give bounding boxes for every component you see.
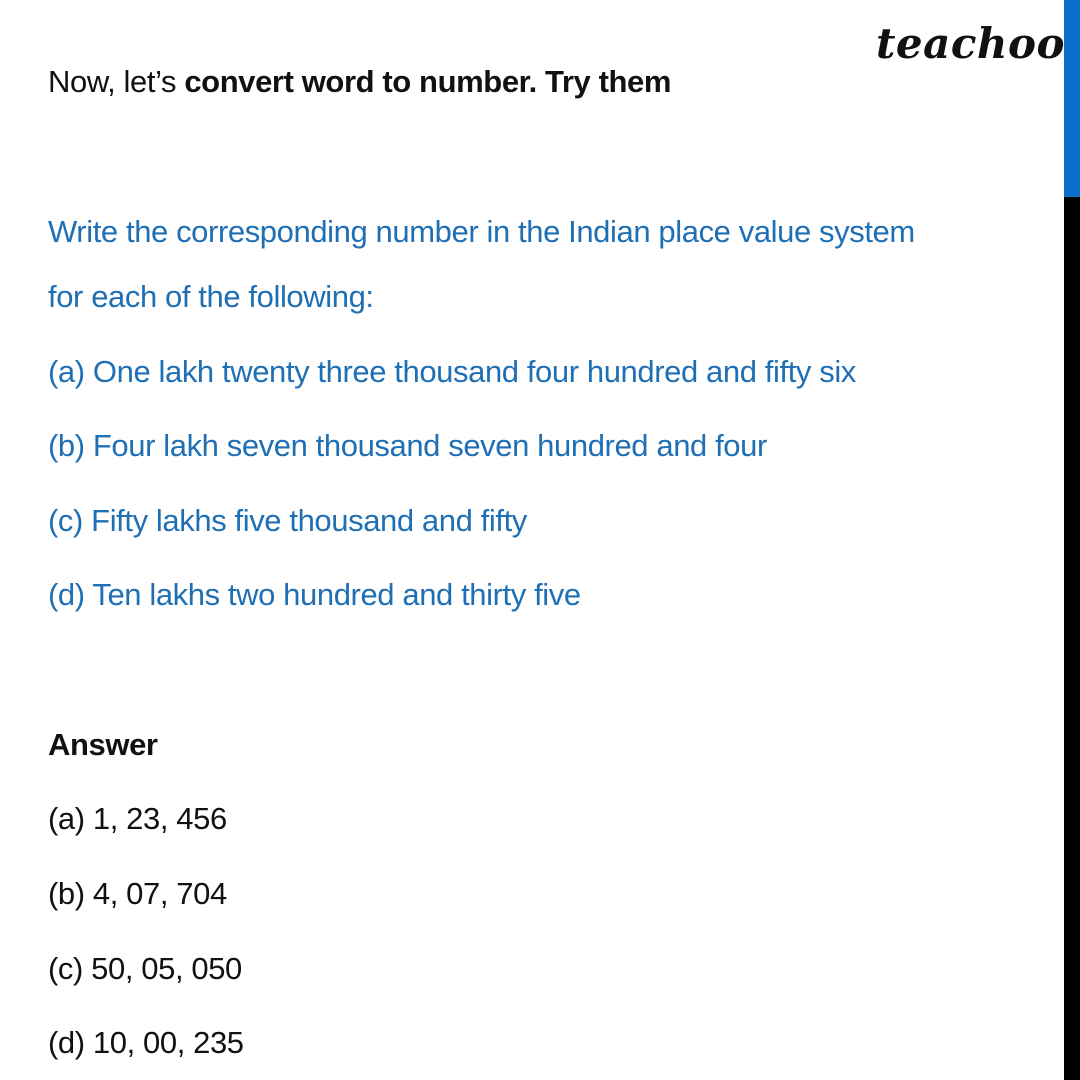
question-item-c: (c) Fifty lakhs five thousand and fifty: [48, 503, 527, 538]
answer-item-c: (c) 50, 05, 050: [48, 951, 242, 986]
teachoo-logo: teachoo: [876, 19, 1065, 68]
question-line-1: Write the corresponding number in the Indian place value system: [48, 214, 915, 249]
question-item-d: (d) Ten lakhs two hundred and thirty five: [48, 577, 581, 612]
side-bar: [1064, 0, 1080, 1080]
question-line-2: for each of the following:: [48, 279, 374, 314]
answer-heading: Answer: [48, 727, 158, 762]
question-item-b: (b) Four lakh seven thousand seven hundred and four: [48, 428, 767, 463]
intro-plain: Now, let’s: [48, 64, 185, 99]
answer-item-d: (d) 10, 00, 235: [48, 1025, 244, 1060]
intro-bold: convert word to number. Try them: [184, 64, 672, 99]
question-item-a: (a) One lakh twenty three thousand four hundred and fifty six: [48, 354, 856, 389]
side-bar-accent: [1064, 0, 1080, 197]
answer-item-a: (a) 1, 23, 456: [48, 801, 227, 836]
intro-line: [48, 62, 671, 102]
answer-item-b: (b) 4, 07, 704: [48, 876, 227, 911]
